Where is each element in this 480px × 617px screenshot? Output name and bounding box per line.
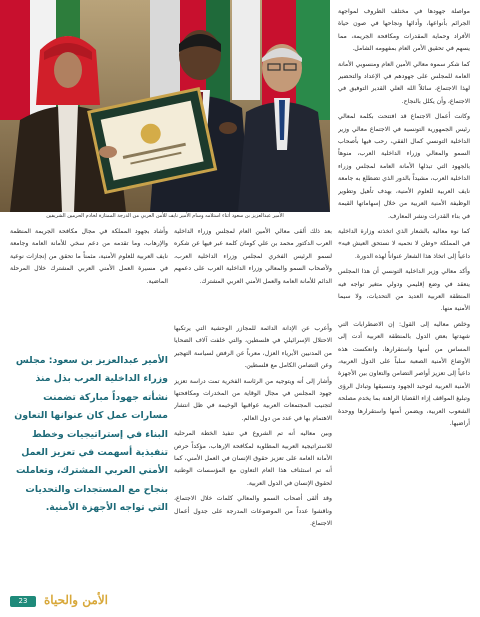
page-number: 23 <box>10 596 36 607</box>
paragraph: وأعرب عن الإدانة الدائمة للمجازر الوحشية التي يرتكبها الاحتلال الإسرائيلي في فلسطين، والتي خلفت آلاف الضحايا من المدنيين الأبرياء العزل، معرباً عن الرفض لسياسة التهجير وعن التضامن الكامل مع فلسطين. <box>174 325 332 370</box>
article-column-middle-top <box>174 226 332 323</box>
article-column-middle <box>174 323 332 581</box>
paragraph: كما شكر سموه معالي الأمين العام ومنسوبي الأمانة العامة للمجلس على جهودهم في الإعداد والتحضير لهذا الاجتماع، سائلاً الله العلي القدير التوفيق في الاجتماع، وأن يكلل بالنجاح. <box>338 60 470 105</box>
magazine-name: الأمن والحياة <box>44 593 109 607</box>
paragraph: مواصلة جهودها في مختلف الظروف لمواجهة الجرائم بأنواعها، وأدائها ونجاحها في صون حياة الأفراد وحماية المقدرات ومكافحة الجريمة، مما يسهم في تحقيق الأمن العام بمفهومه الشامل. <box>338 8 470 53</box>
paragraph: وقد ألقى أصحاب السمو والمعالي كلمات خلال الاجتماع، وناقشوا عدداً من الموضوعات المدرجة على جدول أعمال الاجتماع. <box>174 495 332 528</box>
paragraph: وأشار إلى أنه ويتوجيه من الرئاسة الفخرية تمت دراسة تعزيز جهود المجلس في مجال الوقاية من المخدرات ومكافحتها لتجنيب المجتمعات العربية عواقبها الوخيمة في ظل انتشار الاهتمام بها في عدد من دول العالم. <box>174 377 332 422</box>
article-column-left <box>10 226 168 344</box>
paragraph: وخلص معاليه إلى القول: إن الاضطرابات التي شهدتها بعض الدول بالمنطقة العربية أدت إلى المساس من أمنها واستقرارها، وانعكست هذه الأوضاع الأمنية الصعبة سلباً على الدول العربية، داعياً إلى تعزيز أواصر التضامن والتعاون بين الأجهزة الأمنية العربية لتوحيد الجهود وتنسيقها وتبادل الرؤى وتبليغ المواقف إزاء القضايا الراهنة بما يخدم مصلحة الشعوب العربية، ويضمن أمنها واستقرارها ووحدة أراضيها. <box>338 320 470 427</box>
paragraph: وبين معاليه أنه تم الشروع في تنفيذ الخطة المرحلية للاستراتيجية العربية المطلوبة لمكافحة الإرهاب، مؤكداً حرص الأمانة العامة على تعزيز حقوق الإنسان في العمل الأمني، كما أنه تم استئناف هذا العام التعاون مع المؤسسات الوطنية لحقوق الإنسان في الدول العربية. <box>174 430 332 487</box>
paragraph: بعد ذلك ألقى معالي الأمين العام لمجلس وزراء الداخلية العرب الدكتور محمد بن علي كومان كلمة عبر فيها عن شكره لسمو الرئيس الفخري لمجلس وزراء الداخلية العرب، ولأصحاب السمو والمعالي وزراء الداخلية العرب على دعمهم الدائم للأمانة العامة والعمل الأمني العربي المشترك. <box>174 228 332 285</box>
photo-caption: الأمير عبدالعزيز بن سعود أثناء استلامه وسام الأمير نايف للأمن العربي من الدرجة الممتازة لخادم الحرمين الشريفين <box>46 213 284 219</box>
paragraph: وأكد معالي وزير الداخلية التونسي أن هذا المجلس ينعقد في وضع إقليمي ودولي متغير تواجه فيه المنطقة العربية العديد من التحديات، ولا سيما الأمنية منها. <box>338 268 470 313</box>
paragraph: كما نوه معاليه بالشعار الذي اتخذته وزارة الداخلية في المملكة «وطن لا نحميه لا نستحق العيش فيه» داعياً إلى اتخاذ هذا الشعار عنواناً لهذه الدورة. <box>338 227 470 260</box>
pull-quote <box>10 352 168 557</box>
page-footer <box>0 593 480 617</box>
pull-quote-text: الأمير عبدالعزيز بن سعود: مجلس وزراء الداخلية العرب بذل منذ نشأته جهوداً مباركة تضمنت مسارات عمل كان عنوانها التعاون البناء في إستراتيجيات وخطط تنفيذية أسهمت في تعزيز العمل الأمني العربي المشترك، وتعاملت بنجاح مع المستجدات والتحديات التي تواجه الأجهزة الأمنية. <box>14 355 168 514</box>
article-column-right <box>338 6 470 578</box>
ceremony-photo <box>0 0 330 212</box>
paragraph: وأشاد بجهود المملكة في مجال مكافحة الجريمة المنظمة والإرهاب، وما تقدمه من دعم سخي للأمانة العامة وجامعة نايف العربية للعلوم الأمنية، مثمناً ما تحقق من إنجازات نوعية في مسيرة العمل الأمني العربي المشترك خلال المرحلة الماضية. <box>10 228 168 285</box>
paragraph: وكانت أعمال الاجتماع قد افتتحت بكلمة لمعالي رئيس الجمهورية التونسية في الاجتماع معالي وزير الداخلية التونسي كمال الفقي، رحب فيها بأصحاب السمو والمعالي وزراء الداخلية العرب، منوهاً بالجهود التي تبذلها الأمانة العامة لمجلس وزراء الداخلية العرب، مشيداً بالدور الذي تضطلع به جامعة نايف العربية للعلوم الأمنية، بهدف تأهيل وتطوير الوظيفة الأمنية العربية من خلال إسهاماتها القيمة في بناء القدرات ونشر المعارف. <box>338 113 470 220</box>
ceremony-photo-illustration <box>0 0 330 212</box>
